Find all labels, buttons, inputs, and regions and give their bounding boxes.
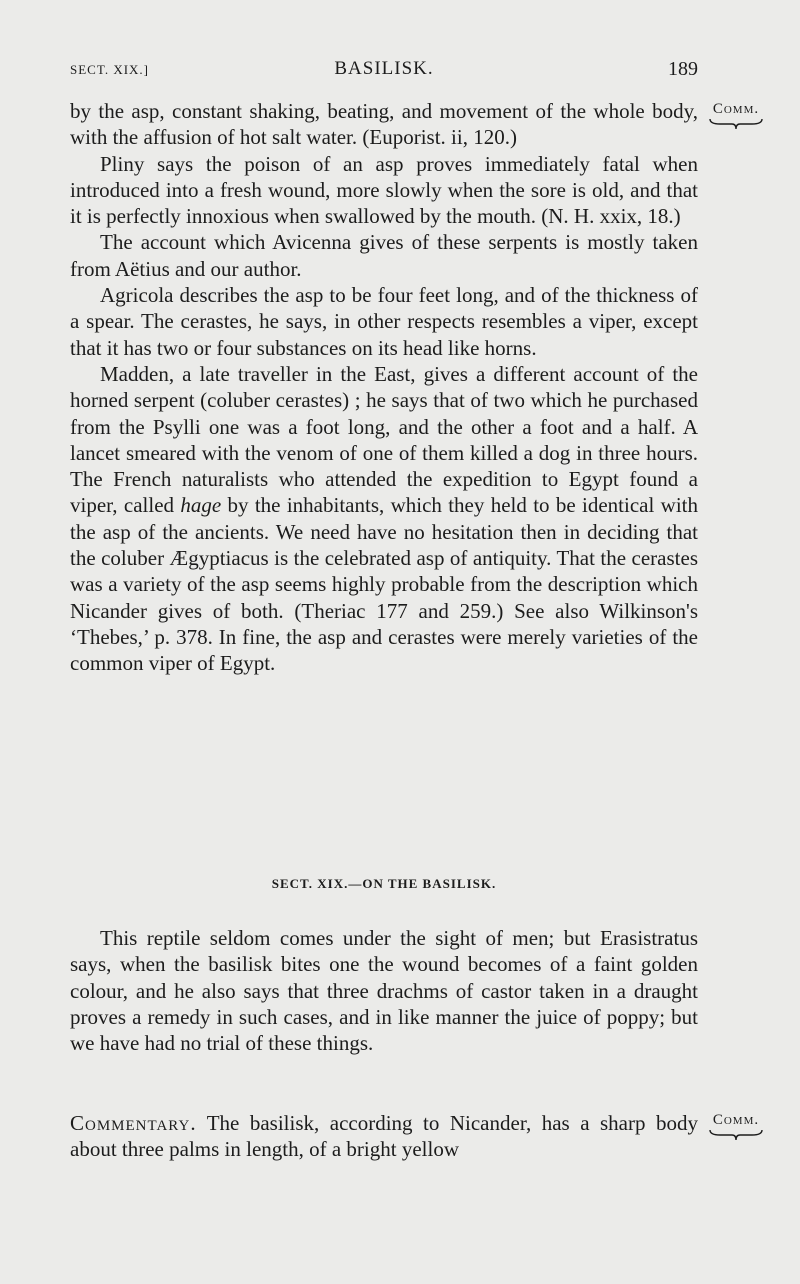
text-block-basilisk bbox=[70, 925, 698, 1056]
page-number: 189 bbox=[668, 58, 698, 80]
paragraph-madden bbox=[70, 361, 698, 677]
margin-note-comm bbox=[704, 1112, 768, 1141]
brace-icon bbox=[708, 118, 764, 130]
italic-term: hage bbox=[180, 493, 222, 518]
section-heading: SECT. XIX.—ON THE BASILISK. bbox=[271, 876, 497, 891]
margin-note-label: Comm. bbox=[712, 1112, 760, 1128]
commentary-paragraph bbox=[70, 1110, 698, 1163]
margin-note-label: Comm. bbox=[712, 101, 760, 117]
paragraph-text: The basilisk, according to Nicander, has a sharp body about three palms in length, of a bright yellow bbox=[70, 1111, 698, 1162]
paragraph: The account which Avicenna gives of these serpents is mostly taken from Aëtius and our author. bbox=[70, 230, 698, 281]
paragraph-text: by the inhabitants, which they held to be identical with the asp of the ancients. We need have no hesitation then in deciding that the coluber Ægyptiacus is the celebrated asp of antiquity. That the cerastes was a variety of the asp seems highly probable from the description which Nicander gives of both. (Theriac 177 and 259.) See also Wilkinson's ‘Thebes,’ p. 378. In fine, the asp and cerastes were merely varieties of the common viper of Egypt. bbox=[70, 493, 698, 676]
paragraph-text: Madden, a late traveller in the East, gives a different account of the horned serpent (coluber cerastes) ; he says that of two which he purchased from the Psylli one was a foot long, and the other a foot and a half. A lancet smeared with the venom of one of them killed a dog in three hours. The French naturalists who attended the expedition to Egypt found a viper, called bbox=[70, 361, 698, 518]
running-head bbox=[70, 58, 698, 82]
commentary-label: Commentary. bbox=[70, 1111, 197, 1135]
text-block-commentary bbox=[70, 1110, 698, 1163]
section-marker: SECT. XIX.] bbox=[70, 62, 150, 77]
text-block-top bbox=[70, 98, 698, 677]
paragraph: Agricola describes the asp to be four feet long, and of the thickness of a spear. The cerastes, he says, in other respects resembles a viper, except that it has two or four substances on its head like horns. bbox=[70, 283, 698, 360]
page-title: BASILISK. bbox=[334, 58, 434, 79]
margin-note-comm bbox=[704, 101, 768, 130]
paragraph: This reptile seldom comes under the sight of men; but Erasistratus says, when the basilisk bites one the wound becomes of a faint golden colour, and he also says that three drachms of castor taken in a draught proves a remedy in such cases, and in like manner the juice of poppy; but we have had no trial of these things. bbox=[70, 926, 698, 1056]
paragraph: by the asp, constant shaking, beating, and movement of the whole body, with the affusion of hot salt water. (Euporist. ii, 120.) bbox=[70, 99, 698, 150]
brace-icon bbox=[708, 1129, 764, 1141]
paragraph: Pliny says the poison of an asp proves immediately fatal when introduced into a fresh wound, more slowly when the sore is old, and that it is perfectly innoxious when swallowed by the mouth. (N. H. xxix, 18.) bbox=[70, 151, 698, 229]
